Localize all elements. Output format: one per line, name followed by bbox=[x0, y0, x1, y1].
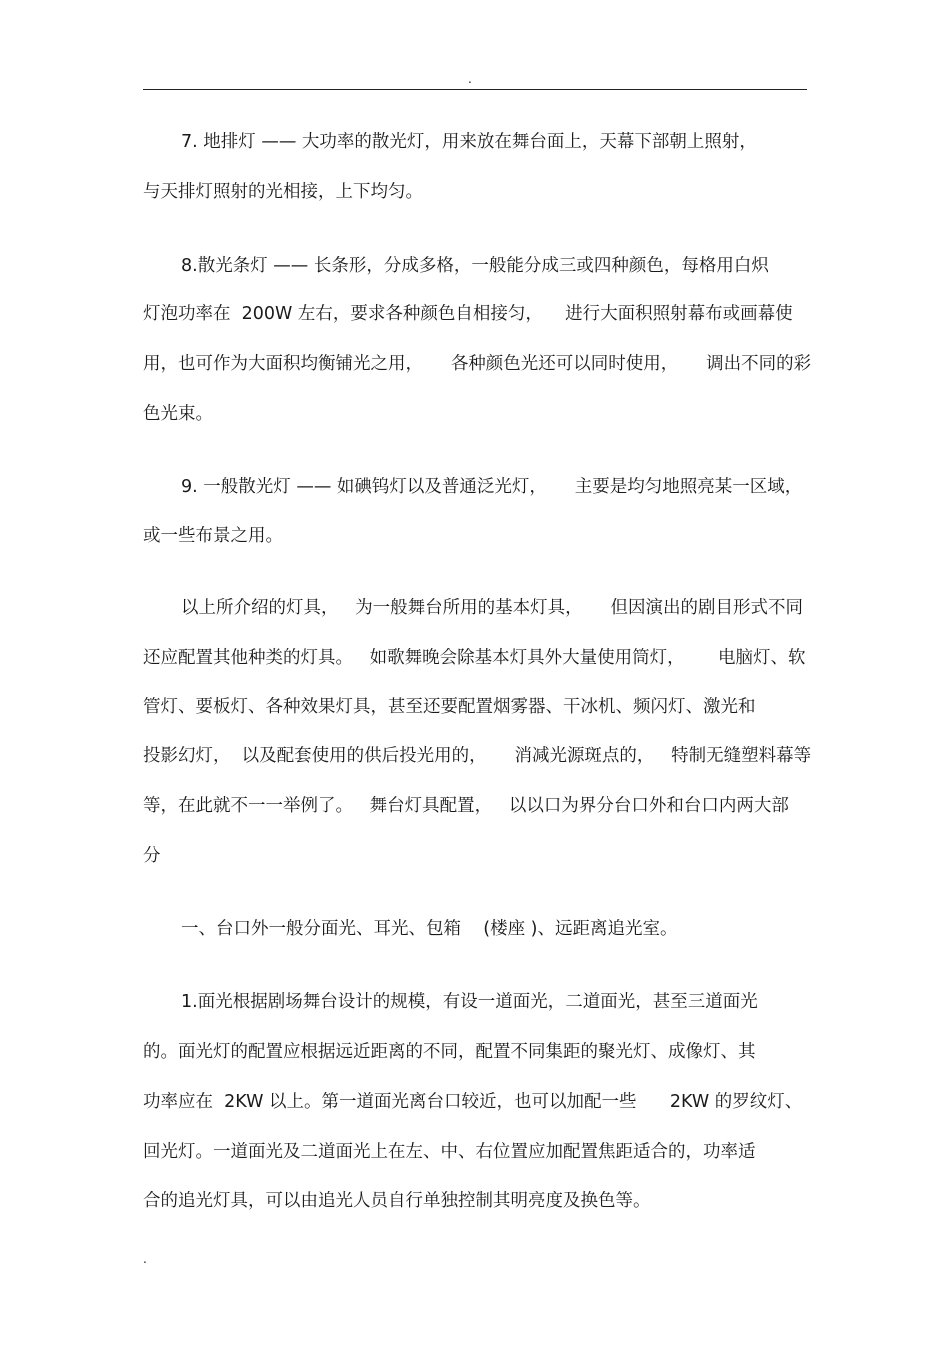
header-rule bbox=[143, 89, 807, 90]
summary-line-3: 管灯、要板灯、各种效果灯具，甚至还要配置烟雾器、干冰机、频闪灯、激光和 bbox=[143, 697, 756, 717]
paragraph-9-line-1: 9. 一般散光灯 —— 如碘钨灯以及普通泛光灯， 主要是均匀地照亮某一区域， bbox=[181, 477, 803, 497]
paragraph-8-line-1: 8.散光条灯 —— 长条形，分成多格，一般能分成三或四种颜色，每格用白炽 bbox=[181, 256, 769, 276]
summary-line-1: 以上所介绍的灯具， 为一般舞台所用的基本灯具， 但因演出的剧目形式不同 bbox=[181, 598, 803, 618]
footer-mark: . bbox=[143, 1252, 147, 1266]
paragraph-8-line-4: 色光束。 bbox=[143, 404, 213, 424]
paragraph-7-line-1: 7. 地排灯 —— 大功率的散光灯，用来放在舞台面上，天幕下部朝上照射， bbox=[181, 132, 757, 152]
paragraph-1-line-4: 回光灯。一道面光及二道面光上在左、中、右位置应加配置焦距适合的，功率适 bbox=[143, 1142, 756, 1162]
summary-line-5: 等，在此就不一一举例了。 舞台灯具配置， 以以口为界分台口外和台口内两大部 bbox=[143, 796, 789, 816]
summary-line-2: 还应配置其他种类的灯具。 如歌舞晚会除基本灯具外大量使用筒灯， 电脑灯、软 bbox=[143, 648, 806, 668]
paragraph-1-line-5: 合的追光灯具，可以由追光人员自行单独控制其明亮度及换色等。 bbox=[143, 1191, 651, 1211]
summary-line-6: 分 bbox=[143, 846, 161, 866]
header-mark: . bbox=[468, 72, 472, 86]
paragraph-8-line-3: 用，也可作为大面积均衡铺光之用， 各种颜色光还可以同时使用， 调出不同的彩 bbox=[143, 354, 812, 374]
paragraph-9-line-2: 或一些布景之用。 bbox=[143, 526, 283, 546]
paragraph-1-line-1: 1.面光根据剧场舞台设计的规模，有设一道面光，二道面光，甚至三道面光 bbox=[181, 992, 758, 1012]
paragraph-1-line-2: 的。面光灯的配置应根据远近距离的不同，配置不同集距的聚光灯、成像灯、其 bbox=[143, 1042, 756, 1062]
summary-line-4: 投影幻灯， 以及配套使用的供后投光用的， 消减光源斑点的， 特制无缝塑料幕等 bbox=[143, 746, 812, 766]
paragraph-7-line-2: 与天排灯照射的光相接，上下均匀。 bbox=[143, 182, 423, 202]
paragraph-8-line-2: 灯泡功率在 200W 左右，要求各种颜色自相接匀， 进行大面积照射幕布或画幕使 bbox=[143, 304, 793, 324]
paragraph-1-line-3: 功率应在 2KW 以上。第一道面光离台口较近，也可以加配一些 2KW 的罗纹灯、 bbox=[143, 1092, 803, 1112]
section-heading: 一、台口外一般分面光、耳光、包箱 (楼座 )、远距离追光室。 bbox=[181, 919, 678, 939]
